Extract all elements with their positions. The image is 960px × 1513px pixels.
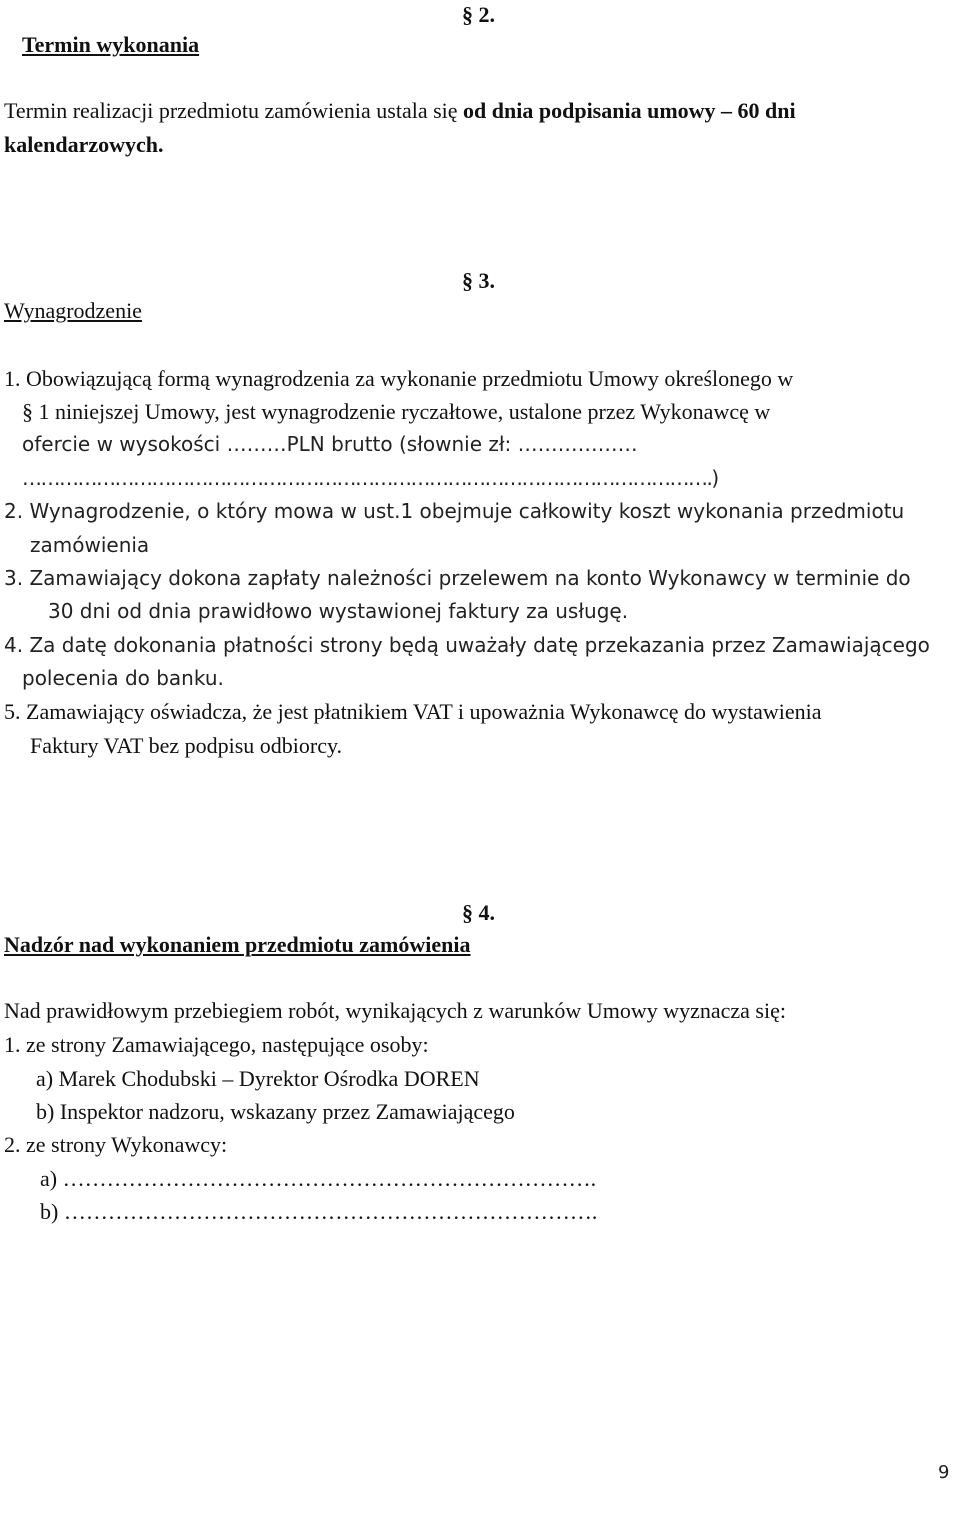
section-4-item2b: b) ………………………………………………………………. bbox=[40, 1199, 598, 1224]
section-3-item5-line1: 5. Zamawiający oświadcza, że jest płatnikiem VAT i upoważnia Wykonawcę do wystawienia bbox=[4, 699, 822, 724]
section-2-number: § 2. bbox=[462, 2, 495, 27]
section-3-heading: Wynagrodzenie bbox=[4, 298, 142, 323]
section-4-heading: Nadzór nad wykonaniem przedmiotu zamówienia bbox=[4, 932, 471, 957]
section-3-item3-line2: 30 dni od dnia prawidłowo wystawionej faktury za usługę. bbox=[48, 599, 629, 623]
section-3-number: § 3. bbox=[462, 268, 495, 293]
section-2-paragraph-line1 bbox=[4, 100, 956, 122]
section-3-item4-line1: 4. Za datę dokonania płatności strony będą uważały datę przekazania przez Zamawiającego bbox=[4, 633, 930, 657]
section-2-bold-text: od dnia podpisania umowy – 60 dni bbox=[463, 98, 796, 123]
section-3-item1-line1: 1. Obowiązującą formą wynagrodzenia za wykonanie przedmiotu Umowy określonego w bbox=[4, 366, 794, 391]
section-3-item2-line1: 2. Wynagrodzenie, o który mowa w ust.1 obejmuje całkowity koszt wykonania przedmiotu bbox=[4, 499, 905, 523]
section-3-item1-line2: § 1 niniejszej Umowy, jest wynagrodzenie ryczałtowe, ustalone przez Wykonawcę w bbox=[22, 399, 771, 424]
page-number: 9 bbox=[938, 1462, 950, 1483]
section-3-item3-line1: 3. Zamawiający dokona zapłaty należności przelewem na konto Wykonawcy w terminie do bbox=[4, 566, 911, 590]
section-3-item4-line2: polecenia do banku. bbox=[22, 666, 224, 690]
section-4-item1: 1. ze strony Zamawiającego, następujące osoby: bbox=[4, 1032, 429, 1057]
section-2-text: Termin realizacji przedmiotu zamówienia ustala się bbox=[4, 98, 464, 123]
section-4-number: § 4. bbox=[462, 900, 495, 925]
section-2-heading: Termin wykonania bbox=[22, 32, 200, 57]
section-3-item1-line4: ………………………………………………………………………………………………….) bbox=[22, 466, 718, 490]
section-3-item1-line3: ofercie w wysokości ………PLN brutto (słownie zł: ……………… bbox=[22, 432, 638, 456]
section-4-item1a: a) Marek Chodubski – Dyrektor Ośrodka DOREN bbox=[36, 1066, 480, 1091]
section-4-item1b: b) Inspektor nadzoru, wskazany przez Zamawiającego bbox=[36, 1099, 515, 1124]
section-4-intro: Nad prawidłowym przebiegiem robót, wynikających z warunków Umowy wyznacza się: bbox=[4, 998, 786, 1023]
section-4-item2: 2. ze strony Wykonawcy: bbox=[4, 1132, 228, 1157]
section-3-item5-line2: Faktury VAT bez podpisu odbiorcy. bbox=[30, 733, 343, 758]
section-3-item2-line2: zamówienia bbox=[30, 533, 150, 557]
section-4-item2a: a) ………………………………………………………………. bbox=[40, 1166, 597, 1191]
section-2-paragraph-line2: kalendarzowych. bbox=[4, 132, 164, 157]
